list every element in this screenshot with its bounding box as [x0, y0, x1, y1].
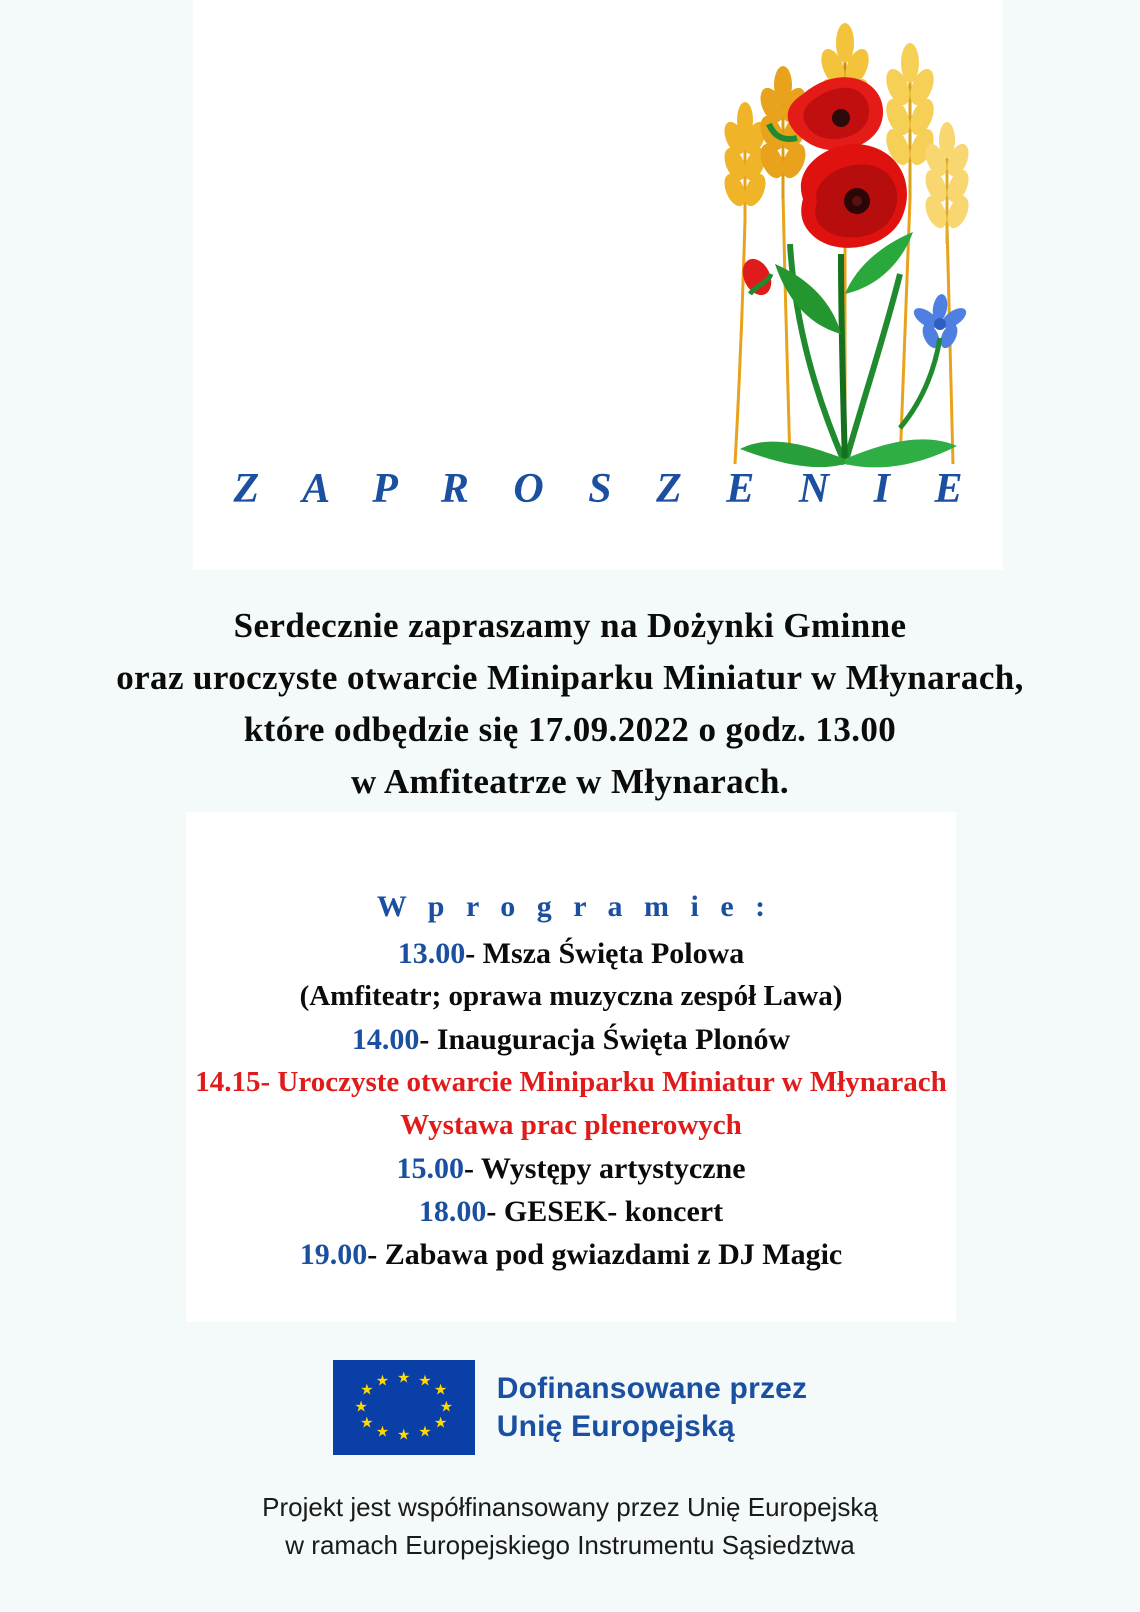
eu-flag-icon — [333, 1360, 475, 1455]
eu-caption — [497, 1370, 808, 1446]
footer-line-1: Projekt jest współfinansowany przez Unię Europejską — [262, 1492, 878, 1522]
program-item — [186, 1190, 956, 1233]
program-item-time: 13.00 — [397, 937, 466, 970]
footer-line-2: w ramach Europejskiego Instrumentu Sąsiedztwa — [285, 1530, 855, 1560]
program-item-text: - Występy artystyczne — [463, 1152, 746, 1185]
eu-star: ★ — [439, 1399, 454, 1415]
program-item — [186, 975, 956, 1018]
eu-star: ★ — [354, 1399, 368, 1415]
program-heading: W p r o g r a m i e : — [376, 890, 773, 923]
eu-star: ★ — [397, 1427, 411, 1444]
program-item — [186, 932, 956, 975]
invitation-body — [0, 600, 1140, 808]
program-item-time: 14.00 — [351, 1023, 420, 1056]
eu-star: ★ — [433, 1415, 448, 1432]
eu-star: ★ — [360, 1382, 374, 1399]
eu-star: ★ — [375, 1373, 390, 1390]
eu-caption-line-2: Unię Europejską — [496, 1409, 735, 1443]
program-item-time: 15.00 — [396, 1152, 464, 1185]
program-item — [186, 1018, 956, 1061]
program-item-text: Wystawa prac plenerowych — [400, 1109, 742, 1141]
program-item-text: - Zabawa pod gwiazdami z DJ Magic — [367, 1238, 843, 1271]
header-card — [193, 0, 1003, 570]
program-item-time: 14.15 — [195, 1066, 261, 1098]
program-item-text: - GESEK- koncert — [486, 1195, 724, 1228]
eu-star: ★ — [375, 1424, 390, 1441]
program-item-text: (Amfiteatr; oprawa muzyczna zespół Lawa) — [299, 980, 843, 1012]
program-item — [186, 1233, 956, 1276]
program-item-text: - Msza Święta Polowa — [465, 937, 745, 970]
page-title: Z A P R O S Z E N I E — [233, 466, 980, 512]
program-item-text: - Inauguracja Święta Plonów — [419, 1023, 791, 1056]
eu-star: ★ — [418, 1424, 432, 1441]
eu-funding-block — [0, 1360, 1140, 1455]
footer-note — [0, 1488, 1140, 1564]
eu-caption-line-1: Dofinansowane przez — [496, 1371, 808, 1405]
eu-star: ★ — [397, 1370, 411, 1387]
program-item-time: 18.00 — [418, 1195, 487, 1228]
eu-star: ★ — [433, 1382, 448, 1399]
program-item-time: 19.00 — [299, 1238, 368, 1271]
invitation-line-2: oraz uroczyste otwarcie Miniparku Miniatur w Młynarach, — [116, 658, 1024, 697]
invitation-line-3: które odbędzie się 17.09.2022 o godz. 13.00 — [243, 710, 897, 749]
program-item-text: - Uroczyste otwarcie Miniparku Miniatur w Młynarach — [260, 1066, 947, 1098]
program-item — [186, 1147, 956, 1190]
program-card — [186, 812, 956, 1322]
wheat-poppies-illustration — [695, 0, 995, 494]
invitation-line-4: w Amfiteatrze w Młynarach. — [350, 762, 790, 801]
eu-star: ★ — [360, 1415, 374, 1432]
program-list — [186, 932, 956, 1276]
program-item-highlight — [186, 1061, 956, 1104]
program-item-subnote — [186, 1104, 956, 1147]
invitation-line-1: Serdecznie zapraszamy na Dożynki Gminne — [233, 606, 907, 645]
eu-star: ★ — [418, 1373, 432, 1390]
